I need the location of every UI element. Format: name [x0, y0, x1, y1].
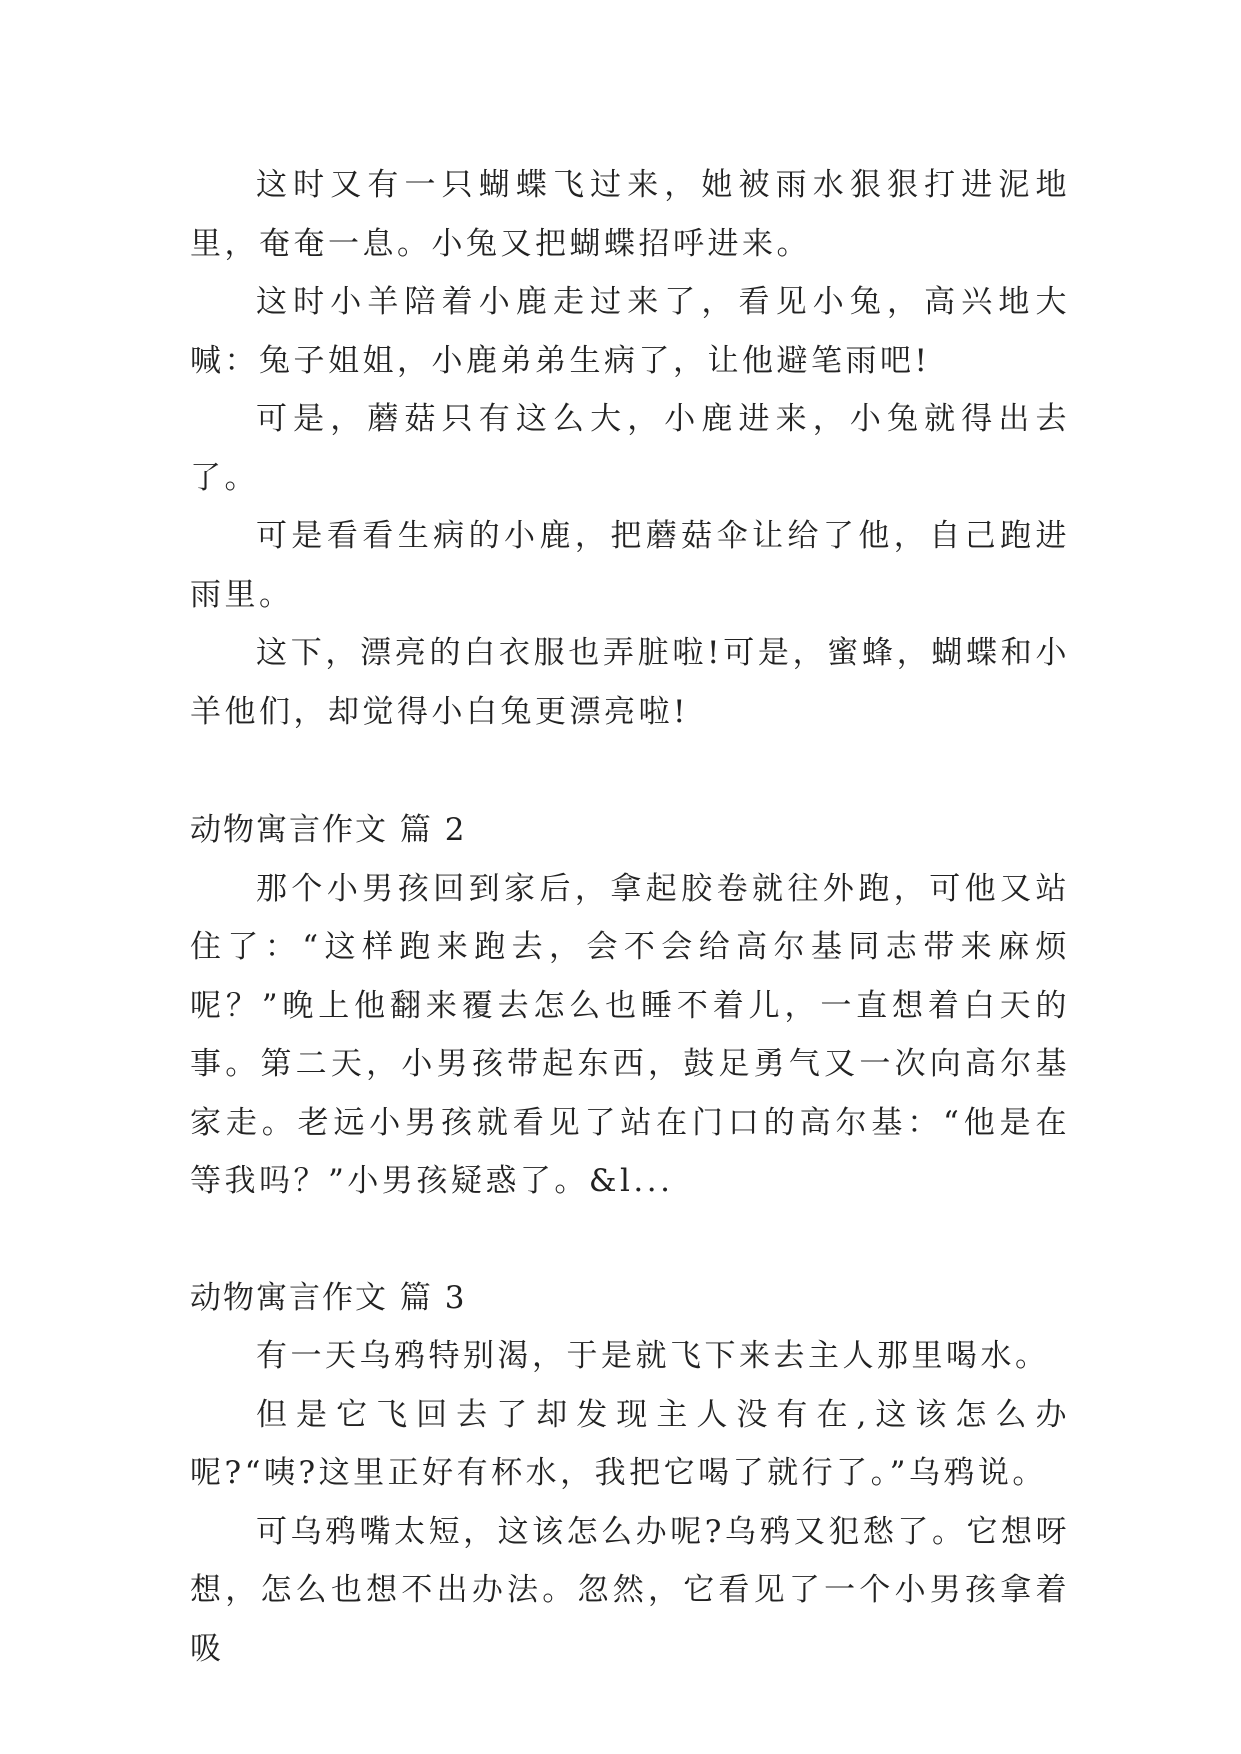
paragraph: 这下，漂亮的白衣服也弄脏啦!可是，蜜蜂，蝴蝶和小羊他们，却觉得小白兔更漂亮啦! — [190, 635, 1070, 730]
section-spacer — [190, 741, 1070, 801]
paragraph: 这时又有一只蝴蝶飞过来，她被雨水狠狠打进泥地里，奄奄一息。小兔又把蝴蝶招呼进来。 — [190, 167, 1070, 262]
paragraph: 有一天乌鸦特别渴，于是就飞下来去主人那里喝水。 — [256, 1338, 1050, 1374]
section-heading: 动物寓言作文 篇 3 — [190, 1279, 467, 1316]
paragraph: 这时小羊陪着小鹿走过来了，看见小兔，高兴地大喊：兔子姐姐，小鹿弟弟生病了，让他避笔雨吧! — [190, 284, 1070, 379]
paragraph: 但是它飞回去了却发现主人没有在,这该怎么办呢?“咦?这里正好有杯水，我把它喝了就行了。”乌鸦说。 — [190, 1396, 1070, 1491]
section-spacer — [190, 1211, 1070, 1269]
section-heading: 动物寓言作文 篇 2 — [190, 812, 467, 848]
paragraph: 可是看看生病的小鹿，把蘑菇伞让给了他，自己跑进雨里。 — [190, 518, 1070, 613]
document-body — [190, 156, 1070, 1678]
section-1 — [190, 156, 1070, 741]
section-2 — [190, 801, 1070, 1211]
paragraph: 那个小男孩回到家后，拿起胶卷就往外跑，可他又站住了：“这样跑来跑去，会不会给高尔基同志带来麻烦呢？”晚上他翻来覆去怎么也睡不着儿，一直想着白天的事。第二天，小男孩带起东西，鼓足勇气又一次向高尔基家走。老远小男孩就看见了站在门口的高尔基：“他是在等我吗？”小男孩疑惑了。&l... — [190, 870, 1070, 1199]
section-3 — [190, 1269, 1070, 1679]
paragraph: 可乌鸦嘴太短，这该怎么办呢?乌鸦又犯愁了。它想呀想，怎么也想不出办法。忽然，它看见了一个小男孩拿着吸 — [190, 1513, 1070, 1667]
paragraph: 可是，蘑菇只有这么大，小鹿进来，小兔就得出去了。 — [190, 401, 1070, 496]
